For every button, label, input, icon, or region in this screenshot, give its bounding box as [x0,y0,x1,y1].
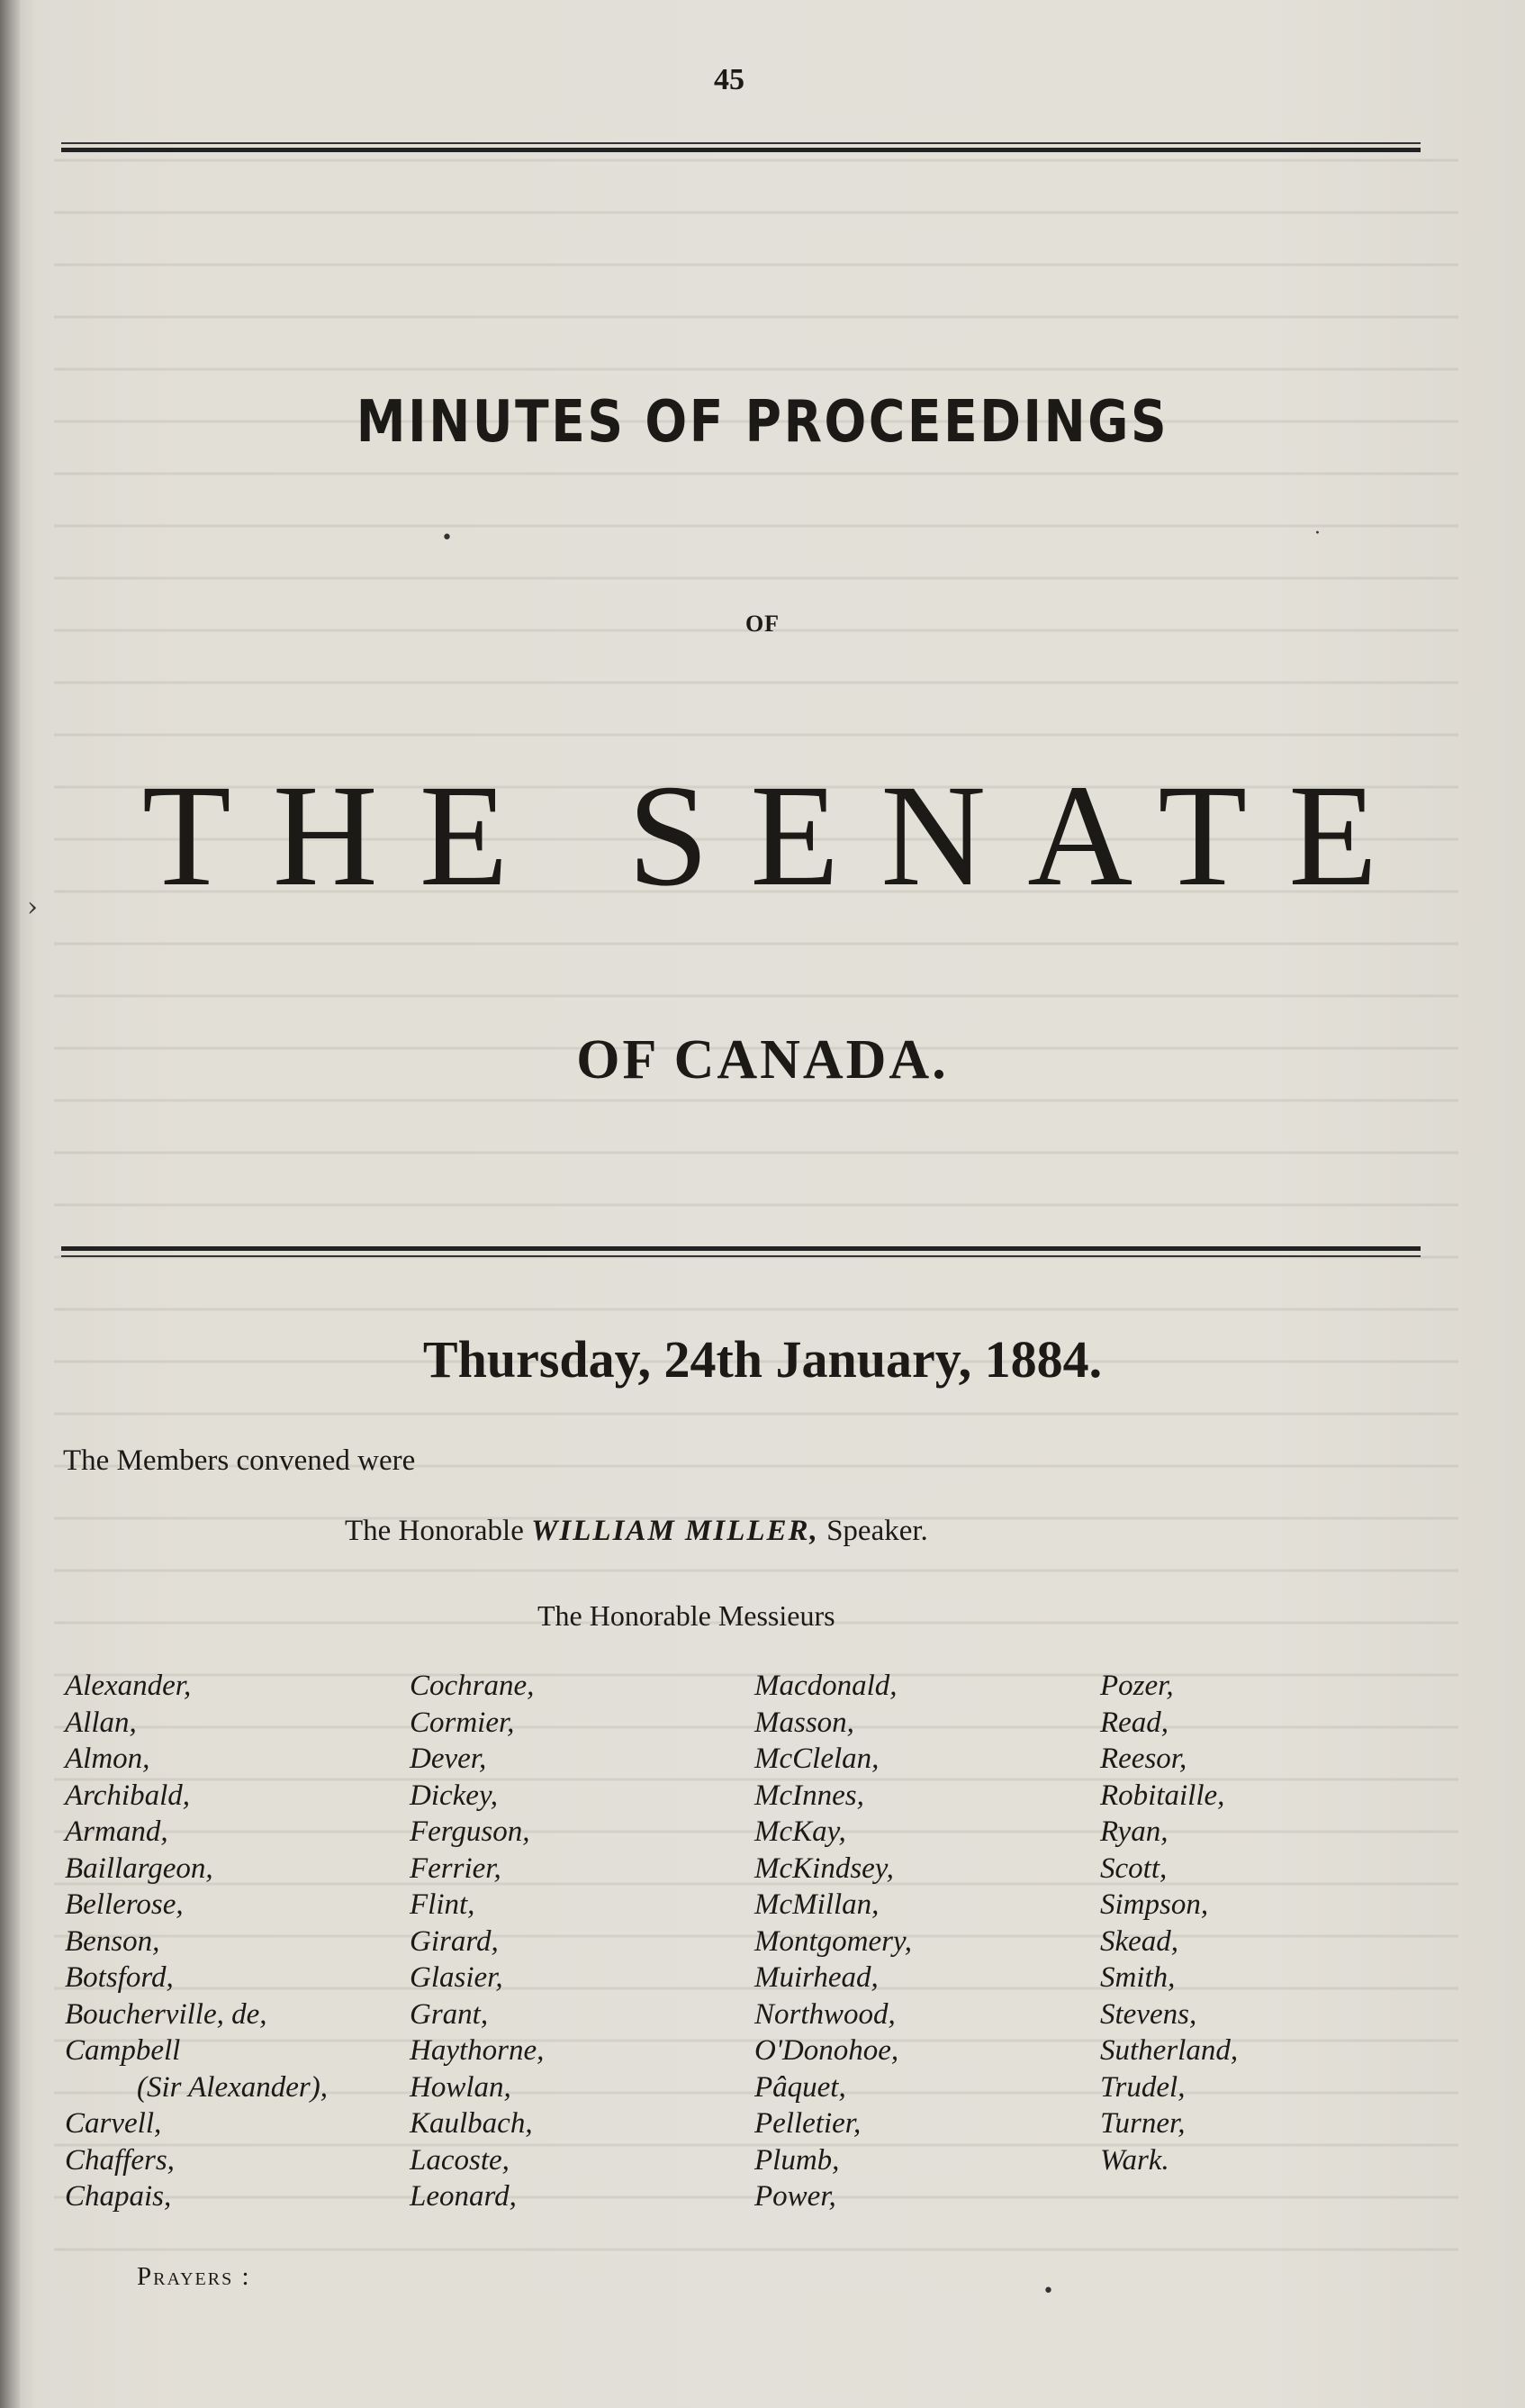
member-name: (Sir Alexander), [137,2070,329,2104]
member-name: Boucherville, de, [65,1997,267,2031]
member-name: McMillan, [754,1888,880,1921]
member-name: Girard, [410,1924,499,1958]
member-name: Power, [754,2180,836,2213]
mid-rule-thick [61,1246,1421,1251]
member-name: O'Donohoe, [754,2034,899,2067]
member-name: Wark. [1100,2143,1169,2177]
speaker-suffix: Speaker. [826,1515,928,1547]
member-name: Leonard, [410,2180,517,2213]
session-date: Thursday, 24th January, 1884. [422,1330,1103,1389]
member-name: Montgomery, [754,1924,913,1958]
title-of: OF [744,611,781,637]
member-name: Chapais, [65,2180,172,2213]
ink-speck: • [1042,2280,1054,2303]
member-name: Armand, [65,1815,168,1848]
member-name: Glasier, [410,1961,503,1994]
member-name: McInnes, [754,1779,864,1812]
member-name: Dickey, [410,1779,499,1812]
member-name: Ferguson, [410,1815,530,1848]
prayers-heading: Prayers : [137,2262,251,2291]
member-name: Botsford, [65,1961,174,1994]
ink-speck: · [1314,522,1321,545]
member-name: Alexander, [65,1670,192,1702]
member-name: Sutherland, [1100,2034,1239,2067]
members-column-3 [754,1668,912,2215]
member-name: McKindsey, [754,1851,894,1885]
members-column-2 [410,1668,544,2215]
member-name: Dever, [410,1743,487,1775]
member-name: Howlan, [410,2070,511,2104]
member-name: Almon, [65,1743,150,1775]
member-name: Trudel, [1100,2070,1186,2104]
member-name: Muirhead, [754,1961,879,1994]
messieurs-heading: The Honorable Messieurs [537,1599,835,1632]
member-name: Stevens, [1100,1997,1197,2031]
member-name: Ryan, [1100,1815,1169,1848]
member-name: Benson, [65,1924,160,1958]
member-name: Flint, [410,1888,475,1921]
member-name: Northwood, [754,1997,896,2031]
members-convened-text: The Members convened were [63,1444,416,1477]
page-binding-shadow [0,0,20,2408]
member-name: Cormier, [410,1706,515,1739]
member-name: Archibald, [65,1779,191,1812]
member-name: Scott, [1100,1851,1168,1885]
member-name: Reesor, [1100,1743,1187,1775]
member-name: Lacoste, [410,2143,510,2177]
mid-rule-thin [61,1255,1421,1257]
speaker-line [345,1515,928,1548]
member-name: Simpson, [1100,1888,1209,1921]
member-name: Macdonald, [754,1670,898,1702]
top-rule-thin [61,142,1421,144]
member-name: Kaulbach, [410,2107,533,2140]
members-column-4 [1100,1668,1238,2178]
member-name: Skead, [1100,1924,1179,1958]
member-name: Campbell [65,2034,181,2067]
member-name: Smith, [1100,1961,1176,1994]
title-the-senate: THE SENATE [141,756,1420,917]
ink-speck: • [441,527,453,549]
member-name: Read, [1100,1706,1169,1739]
member-name: Cochrane, [410,1670,535,1702]
member-name: Bellerose, [65,1888,184,1921]
title-of-canada: OF CANADA. [576,1029,949,1091]
member-name: McKay, [754,1815,846,1848]
member-name: Pâquet, [754,2070,846,2104]
member-name: Ferrier, [410,1851,501,1885]
member-name: Allan, [65,1706,137,1739]
member-name: McClelan, [754,1743,880,1775]
speaker-prefix: The Honorable [345,1515,524,1547]
member-name: Plumb, [754,2143,840,2177]
margin-mark: › [27,892,38,923]
member-name: Robitaille, [1100,1779,1225,1812]
member-name: Pozer, [1100,1670,1174,1702]
member-name: Baillargeon, [65,1851,213,1885]
member-name: Pelletier, [754,2107,862,2140]
members-column-1 [65,1668,328,2215]
member-name: Turner, [1100,2107,1186,2140]
top-rule-thick [61,148,1421,152]
page-number: 45 [714,63,744,96]
member-name: Haythorne, [410,2034,545,2067]
speaker-name: WILLIAM MILLER, [531,1515,819,1547]
member-name: Grant, [410,1997,489,2031]
member-name: Masson, [754,1706,854,1739]
member-name: Chaffers, [65,2143,175,2177]
title-minutes-of-proceedings: MINUTES OF PROCEEDINGS [356,389,1169,456]
member-name: Carvell, [65,2107,162,2140]
